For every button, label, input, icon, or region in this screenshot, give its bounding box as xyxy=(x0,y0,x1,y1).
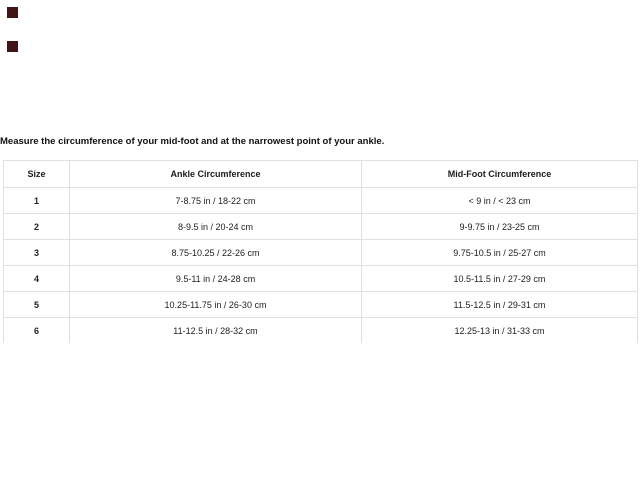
measurement-cell: 9.5-11 in / 24-28 cm xyxy=(70,266,362,292)
measurement-cell: 11-12.5 in / 28-32 cm xyxy=(70,318,362,344)
size-cell: 3 xyxy=(4,240,70,266)
size-cell: 1 xyxy=(4,188,70,214)
column-header-size: Size xyxy=(4,161,70,188)
table-body xyxy=(4,188,638,344)
table-row xyxy=(4,240,638,266)
size-cell: 2 xyxy=(4,214,70,240)
measurement-cell: 10.5-11.5 in / 27-29 cm xyxy=(362,266,638,292)
measurement-cell: 8-9.5 in / 20-24 cm xyxy=(70,214,362,240)
table-row xyxy=(4,318,638,344)
measurement-instruction-text: Measure the circumference of your mid-foot and at the narrowest point of your ankle. xyxy=(0,136,385,147)
measurement-cell: 9.75-10.5 in / 25-27 cm xyxy=(362,240,638,266)
column-header-midfoot-circumference: Mid-Foot Circumference xyxy=(362,161,638,188)
table-row xyxy=(4,188,638,214)
column-header-ankle-circumference: Ankle Circumference xyxy=(70,161,362,188)
measurement-cell: 9-9.75 in / 23-25 cm xyxy=(362,214,638,240)
measurement-cell: 11.5-12.5 in / 29-31 cm xyxy=(362,292,638,318)
table-row xyxy=(4,292,638,318)
size-cell: 6 xyxy=(4,318,70,344)
table-row xyxy=(4,214,638,240)
measurement-cell: 12.25-13 in / 31-33 cm xyxy=(362,318,638,344)
measurement-cell: 7-8.75 in / 18-22 cm xyxy=(70,188,362,214)
measurement-cell: 10.25-11.75 in / 26-30 cm xyxy=(70,292,362,318)
size-cell: 4 xyxy=(4,266,70,292)
placeholder-square-icon xyxy=(7,41,18,52)
measurement-cell: < 9 in / < 23 cm xyxy=(362,188,638,214)
sizing-chart-table xyxy=(3,160,638,343)
size-cell: 5 xyxy=(4,292,70,318)
table-row xyxy=(4,266,638,292)
table-header-row xyxy=(4,161,638,188)
measurement-cell: 8.75-10.25 / 22-26 cm xyxy=(70,240,362,266)
placeholder-square-icon xyxy=(7,7,18,18)
